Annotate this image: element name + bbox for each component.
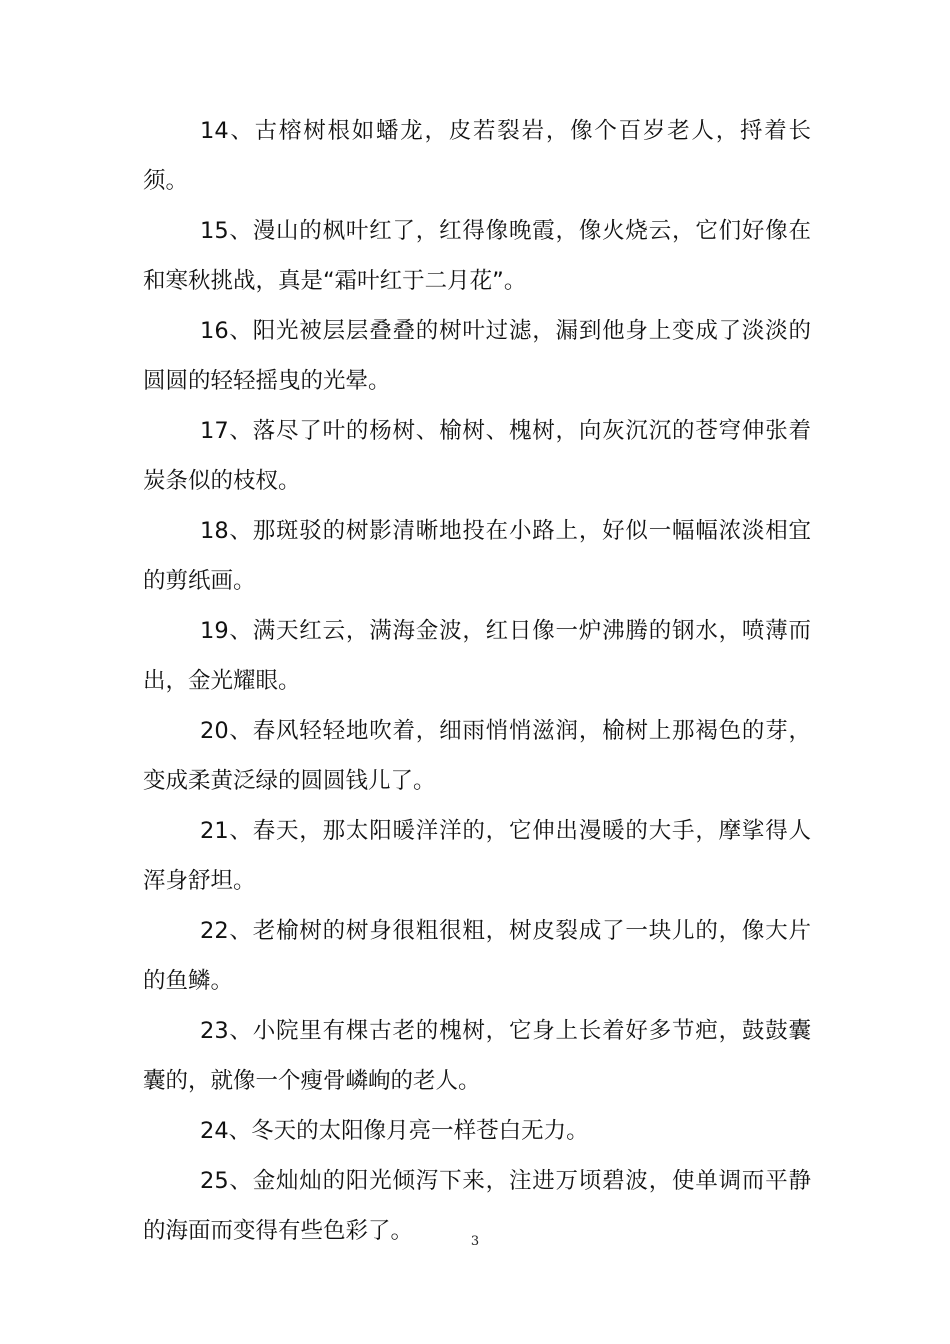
paragraph: 21、春天，那太阳暖洋洋的，它伸出漫暖的大手，摩挲得人浑身舒坦。 (143, 818, 811, 894)
paragraph: 24、冬天的太阳像月亮一样苍白无力。 (200, 1118, 589, 1144)
paragraph: 18、那斑驳的树影清晰地投在小路上，好似一幅幅浓淡相宜的剪纸画。 (143, 518, 811, 594)
paragraph: 17、落尽了叶的杨树、榆树、槐树，向灰沉沉的苍穹伸张着炭条似的枝杈。 (143, 418, 811, 494)
paragraph: 22、老榆树的树身很粗很粗，树皮裂成了一块儿的，像大片的鱼鳞。 (143, 918, 811, 994)
paragraph: 19、满天红云，满海金波，红日像一炉沸腾的钢水，喷薄而出，金光耀眼。 (143, 618, 811, 694)
paragraph: 16、阳光被层层叠叠的树叶过滤，漏到他身上变成了淡淡的圆圆的轻轻摇曳的光晕。 (143, 318, 811, 394)
paragraph: 15、漫山的枫叶红了，红得像晚霞，像火烧云，它们好像在和寒秋挑战，真是“霜叶红于二月花”。 (143, 218, 811, 294)
document-body (143, 106, 811, 1256)
paragraph: 23、小院里有棵古老的槐树，它身上长着好多节疤，鼓鼓囊囊的，就像一个瘦骨嶙峋的老人。 (143, 1018, 811, 1094)
paragraph: 25、金灿灿的阳光倾泻下来，注进万顷碧波，使单调而平静的海面而变得有些色彩了。 (143, 1168, 811, 1244)
page-number: 3 (470, 1234, 480, 1249)
paragraph: 14、古榕树根如蟠龙，皮若裂岩，像个百岁老人，捋着长须。 (143, 118, 811, 194)
paragraph: 20、春风轻轻地吹着，细雨悄悄滋润，榆树上那褐色的芽，变成柔黄泛绿的圆圆钱儿了。 (143, 718, 811, 794)
